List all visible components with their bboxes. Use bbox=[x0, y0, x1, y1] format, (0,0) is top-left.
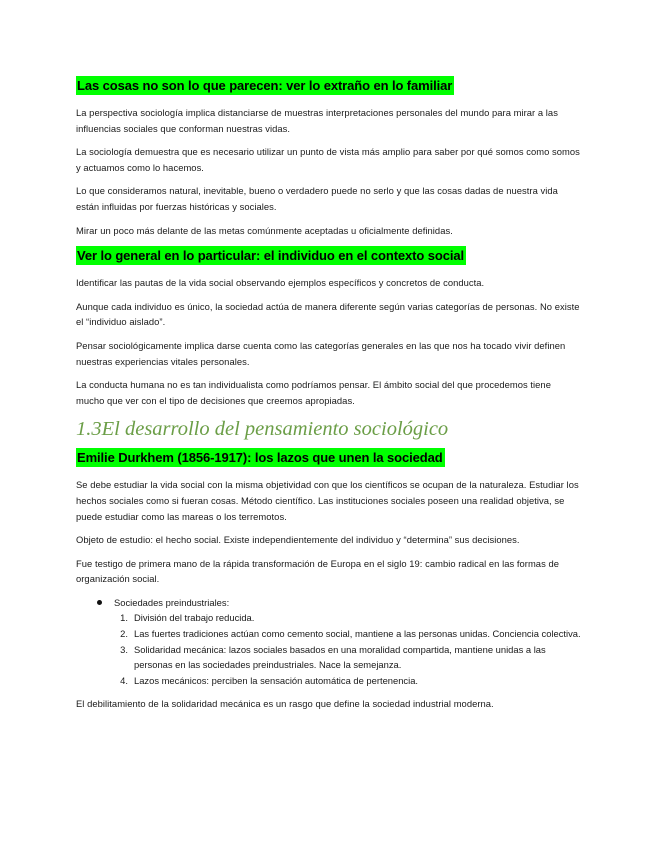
paragraph: Mirar un poco más delante de las metas comúnmente aceptadas u oficialmente definidas. bbox=[76, 224, 453, 236]
item-text: Las fuertes tradiciones actúan como cemento social, mantiene a las personas unidas. Conciencia colectiva. bbox=[134, 628, 581, 640]
paragraph: Pensar sociológicamente implica darse cuenta como las categorías generales en las que nos ha tocado vivir definen nuestras experiencias vitales personales. bbox=[76, 339, 566, 367]
item-text: Lazos mecánicos: perciben la sensación automática de pertenencia. bbox=[134, 674, 419, 686]
item-number: 1. bbox=[120, 612, 128, 624]
item-number: 2. bbox=[120, 628, 128, 640]
numbered-item bbox=[120, 673, 581, 689]
bullet-list bbox=[76, 595, 581, 689]
paragraph: La conducta humana no es tan individualista como podríamos pensar. El ámbito social del que procedemos tiene mucho que ver con el tipo de decisiones que creemos apropiadas. bbox=[76, 379, 551, 406]
document-body bbox=[76, 76, 581, 720]
paragraph: La perspectiva sociología implica distanciarse de muestras interpretaciones personales del mundo para mirar a las influencias sociales que conforman nuestras vidas. bbox=[76, 107, 558, 134]
bullet-dot-icon bbox=[97, 600, 102, 605]
item-number: 4. bbox=[120, 674, 128, 686]
item-text: Solidaridad mecánica: lazos sociales basados en una moralidad compartida, mantiene unidas a las personas en las sociedades preindustriales. Nace la semejanza. bbox=[134, 643, 546, 671]
section-durkheim bbox=[76, 448, 581, 712]
highlighted-heading: Las cosas no son lo que parecen: ver lo extraño en lo familiar bbox=[77, 78, 453, 93]
paragraph: El debilitamiento de la solidaridad mecánica es un rasgo que define la sociedad industrial moderna. bbox=[76, 698, 494, 710]
item-text: División del trabajo reducida. bbox=[134, 612, 255, 624]
paragraph: Se debe estudiar la vida social con la misma objetividad con que los científicos se ocupan de la naturaleza. Estudiar los hechos sociales como si fueran cosas. Método científico. Las instituciones sociales poseen una realidad objetiva, se puede estudiar como las mareas o los terremotos. bbox=[76, 479, 579, 522]
highlighted-heading: Emilie Durkhem (1856-1917): los lazos que unen la sociedad bbox=[77, 450, 443, 466]
numbered-item bbox=[120, 642, 581, 673]
paragraph: Fue testigo de primera mano de la rápida transformación de Europa en el siglo 19: cambio radical en las formas de organización social. bbox=[76, 557, 559, 585]
paragraph: Identificar las pautas de la vida social observando ejemplos específicos y concretos de conducta. bbox=[76, 277, 485, 289]
numbered-item bbox=[120, 626, 581, 642]
bullet-text: Sociedades preindustriales: bbox=[114, 596, 230, 608]
paragraph: Objeto de estudio: el hecho social. Existe independientemente del individuo y “determina” sus decisiones. bbox=[76, 534, 520, 546]
item-number: 3. bbox=[120, 643, 128, 655]
numbered-list bbox=[114, 610, 581, 688]
highlighted-heading: Ver lo general en lo particular: el individuo en el contexto social bbox=[77, 248, 465, 264]
paragraph: La sociología demuestra que es necesario utilizar un punto de vista más amplio para saber por qué somos como somos y actuamos como lo hacemos. bbox=[76, 146, 580, 173]
section-title: 1.3El desarrollo del pensamiento sociológico bbox=[76, 418, 449, 441]
numbered-item bbox=[120, 610, 581, 626]
paragraph: Lo que consideramos natural, inevitable, bueno o verdadero puede no serlo y que las cosas dadas de nuestra vida están influidas por fuerzas históricas y sociales. bbox=[76, 185, 558, 212]
section-general-particular bbox=[76, 246, 581, 408]
section-extrano-familiar bbox=[76, 76, 581, 238]
paragraph: Aunque cada individuo es único, la sociedad actúa de manera diferente según varias categorías de personas. No existe el “individuo aislado”. bbox=[76, 300, 580, 328]
bullet-item bbox=[114, 595, 581, 689]
